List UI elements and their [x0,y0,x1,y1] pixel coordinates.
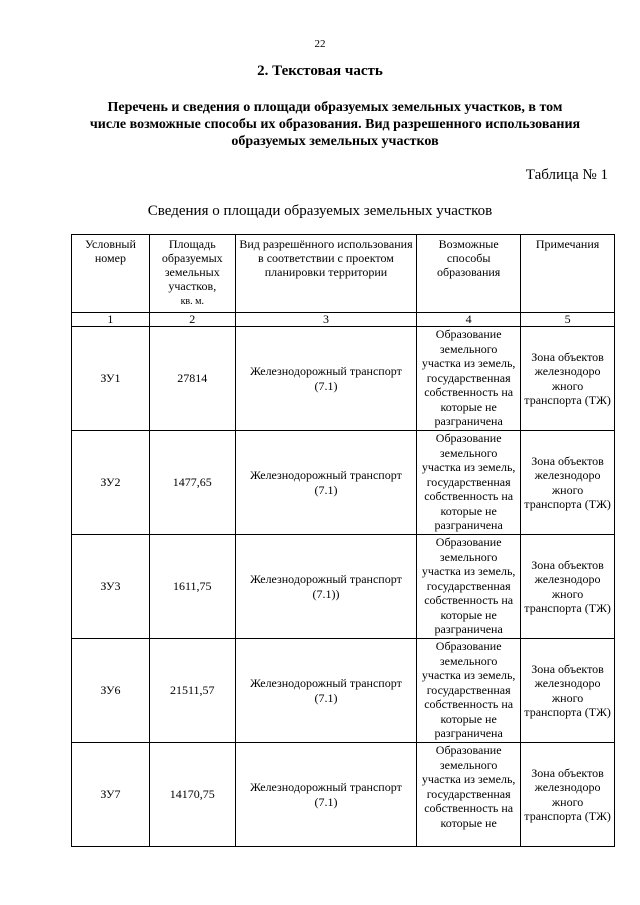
column-number: 2 [149,313,235,327]
plot-method-text: Образование земельного участка из земель, государственная собственность на которые не разграничена [421,639,516,740]
document-heading [60,99,610,150]
land-plots-table [71,234,615,847]
plot-method-text: Образование земельного участка из земель, государственная собственность на которые не [421,743,516,830]
table-row [72,327,615,431]
table-header-row [72,235,615,313]
header-area-unit: кв. м. [180,296,204,307]
plot-id: ЗУ1 [72,327,150,431]
column-number: 3 [235,313,417,327]
plot-area: 14170,75 [149,743,235,847]
plot-note: Зона объектов железнодоро жного транспорта (ТЖ) [521,431,615,535]
plot-area: 27814 [149,327,235,431]
plot-use: Железнодорожный транспорт (7.1) [235,431,417,535]
plot-id: ЗУ3 [72,535,150,639]
table-caption: Сведения о площади образуемых земельных участков [147,203,493,219]
table-row [72,743,615,847]
column-number: 1 [72,313,150,327]
plot-method [417,639,521,743]
plot-method-text: Образование земельного участка из земель, государственная собственность на которые не разграничена [421,431,516,532]
plot-area: 1477,65 [149,431,235,535]
heading-line: Перечень и сведения о площади образуемых земельных участков, в том [107,100,563,115]
table-row [72,639,615,743]
header-method: Возможные способы образования [417,235,521,313]
plot-note: Зона объектов железнодоро жного транспорта (ТЖ) [521,327,615,431]
plot-method-text: Образование земельного участка из земель, государственная собственность на которые не разграничена [421,327,516,428]
header-id: Условный номер [72,235,150,313]
table-row [72,535,615,639]
plot-use: Железнодорожный транспорт (7.1)) [235,535,417,639]
header-area [149,235,235,313]
heading-line: числе возможные способы их образования. Вид разрешенного использования [89,117,581,132]
plot-note: Зона объектов железнодоро жного транспорта (ТЖ) [521,639,615,743]
plot-method [417,535,521,639]
table-row [72,431,615,535]
header-use: Вид разрешённого использования в соответствии с проектом планировки территории [235,235,417,313]
plot-note: Зона объектов железнодоро жного транспорта (ТЖ) [521,743,615,847]
plot-area: 1611,75 [149,535,235,639]
plot-use: Железнодорожный транспорт (7.1) [235,327,417,431]
table-number: Таблица № 1 [525,167,608,183]
column-number: 5 [521,313,615,327]
plot-note: Зона объектов железнодоро жного транспорта (ТЖ) [521,535,615,639]
plot-id: ЗУ7 [72,743,150,847]
plot-area: 21511,57 [149,639,235,743]
plot-id: ЗУ6 [72,639,150,743]
header-area-label: Площадь образуемых земельных участков, [161,237,223,293]
plot-method [417,743,521,847]
page-number: 22 [314,38,326,50]
heading-line: образуемых земельных участков [231,134,439,149]
plot-use: Железнодорожный транспорт (7.1) [235,639,417,743]
section-title: 2. Текстовая часть [257,63,383,79]
plot-method-text: Образование земельного участка из земель, государственная собственность на которые не разграничена [421,535,516,636]
plot-use: Железнодорожный транспорт (7.1) [235,743,417,847]
plot-method [417,327,521,431]
plot-method [417,431,521,535]
column-number-row [72,313,615,327]
header-note: Примечания [521,235,615,313]
plot-id: ЗУ2 [72,431,150,535]
column-number: 4 [417,313,521,327]
